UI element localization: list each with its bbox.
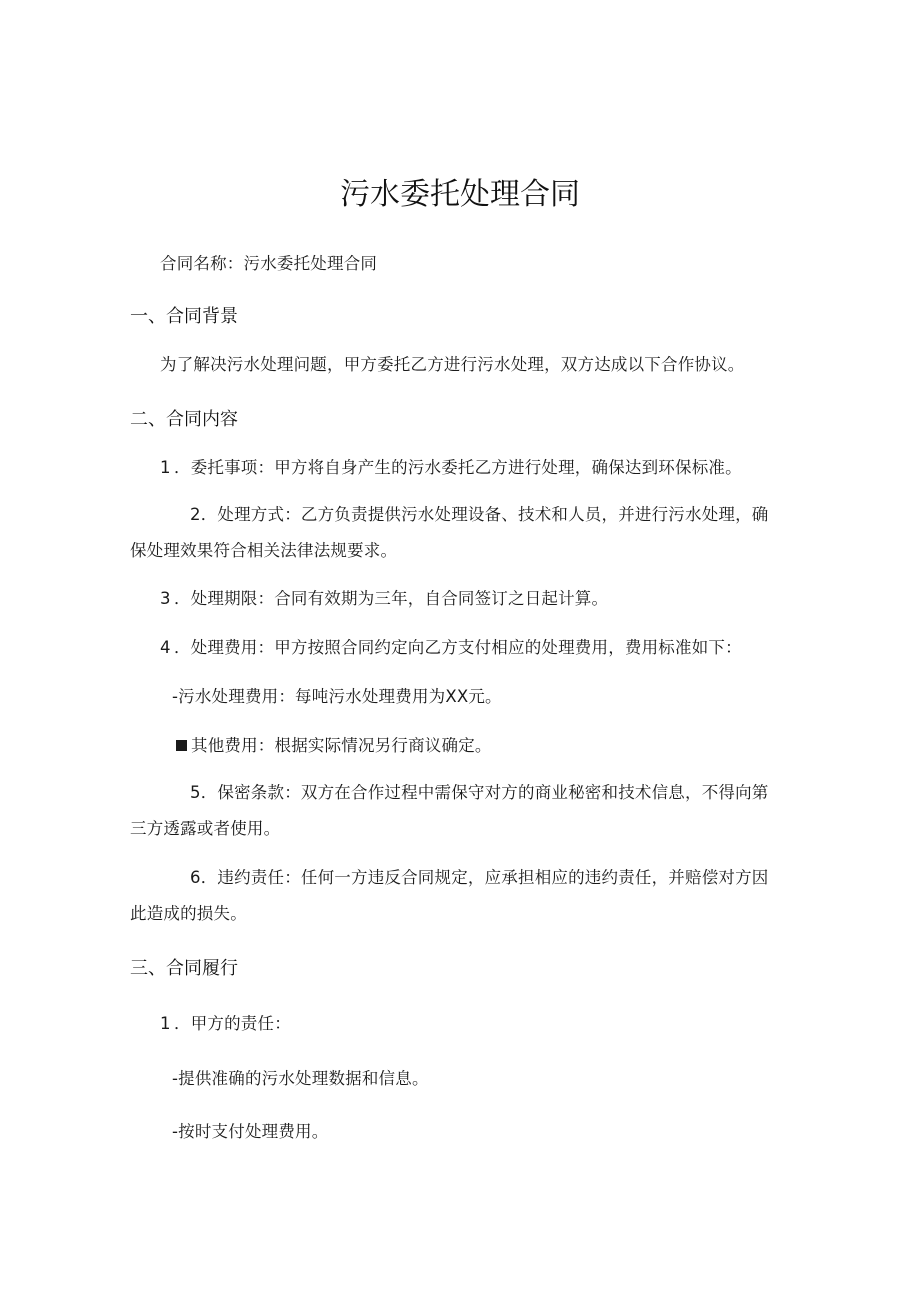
fee-item-other-text: 其他费用：根据实际情况另行商议确定。 [191, 736, 492, 755]
item-number: 1 [160, 458, 171, 477]
square-bullet-icon [176, 740, 187, 751]
content-item-4 [160, 631, 742, 665]
item-number: 3 [160, 589, 171, 608]
fee-item-sewage: -污水处理费用：每吨污水处理费用为XX元。 [172, 687, 502, 706]
item-number: 4 [160, 638, 171, 657]
content-item-5 [130, 775, 770, 847]
fee-item-other [176, 729, 492, 763]
item-number: 5 [190, 783, 201, 802]
content-item-6 [130, 860, 770, 932]
content-item-3 [160, 582, 608, 616]
section-heading-background: 一、合同背景 [130, 306, 238, 327]
item-text: ．保密条款：双方在合作过程中需保守对方的商业秘密和技术信息，不得向第三方透露或者使用。 [130, 783, 769, 838]
item-text: ．委托事项：甲方将自身产生的污水委托乙方进行处理，确保达到环保标准。 [174, 458, 742, 477]
duty-item-data: -提供准确的污水处理数据和信息。 [172, 1069, 429, 1088]
item-text: ．处理期限：合同有效期为三年，自合同签订之日起计算。 [174, 589, 609, 608]
section-heading-content: 二、合同内容 [130, 409, 238, 430]
item-number: 1 [160, 1014, 171, 1033]
item-text: ．违约责任：任何一方违反合同规定，应承担相应的违约责任，并赔偿对方因此造成的损失。 [130, 868, 769, 923]
item-text: ．处理费用：甲方按照合同约定向乙方支付相应的处理费用，费用标准如下： [174, 638, 742, 657]
contract-name-line: 合同名称：污水委托处理合同 [160, 254, 378, 273]
section-heading-performance: 三、合同履行 [130, 958, 238, 979]
document-title: 污水委托处理合同 [340, 177, 580, 212]
duty-item-payment: -按时支付处理费用。 [172, 1122, 329, 1141]
item-number: 2 [190, 505, 201, 524]
item-number: 6 [190, 868, 201, 887]
content-item-1 [160, 451, 742, 485]
performance-item-1 [160, 1007, 291, 1041]
item-text: ．甲方的责任： [174, 1014, 291, 1033]
content-item-2 [130, 497, 770, 569]
item-text: ．处理方式：乙方负责提供污水处理设备、技术和人员，并进行污水处理，确保处理效果符合相关法律法规要求。 [130, 505, 769, 560]
background-paragraph: 为了解决污水处理问题，甲方委托乙方进行污水处理，双方达成以下合作协议。 [160, 355, 745, 374]
